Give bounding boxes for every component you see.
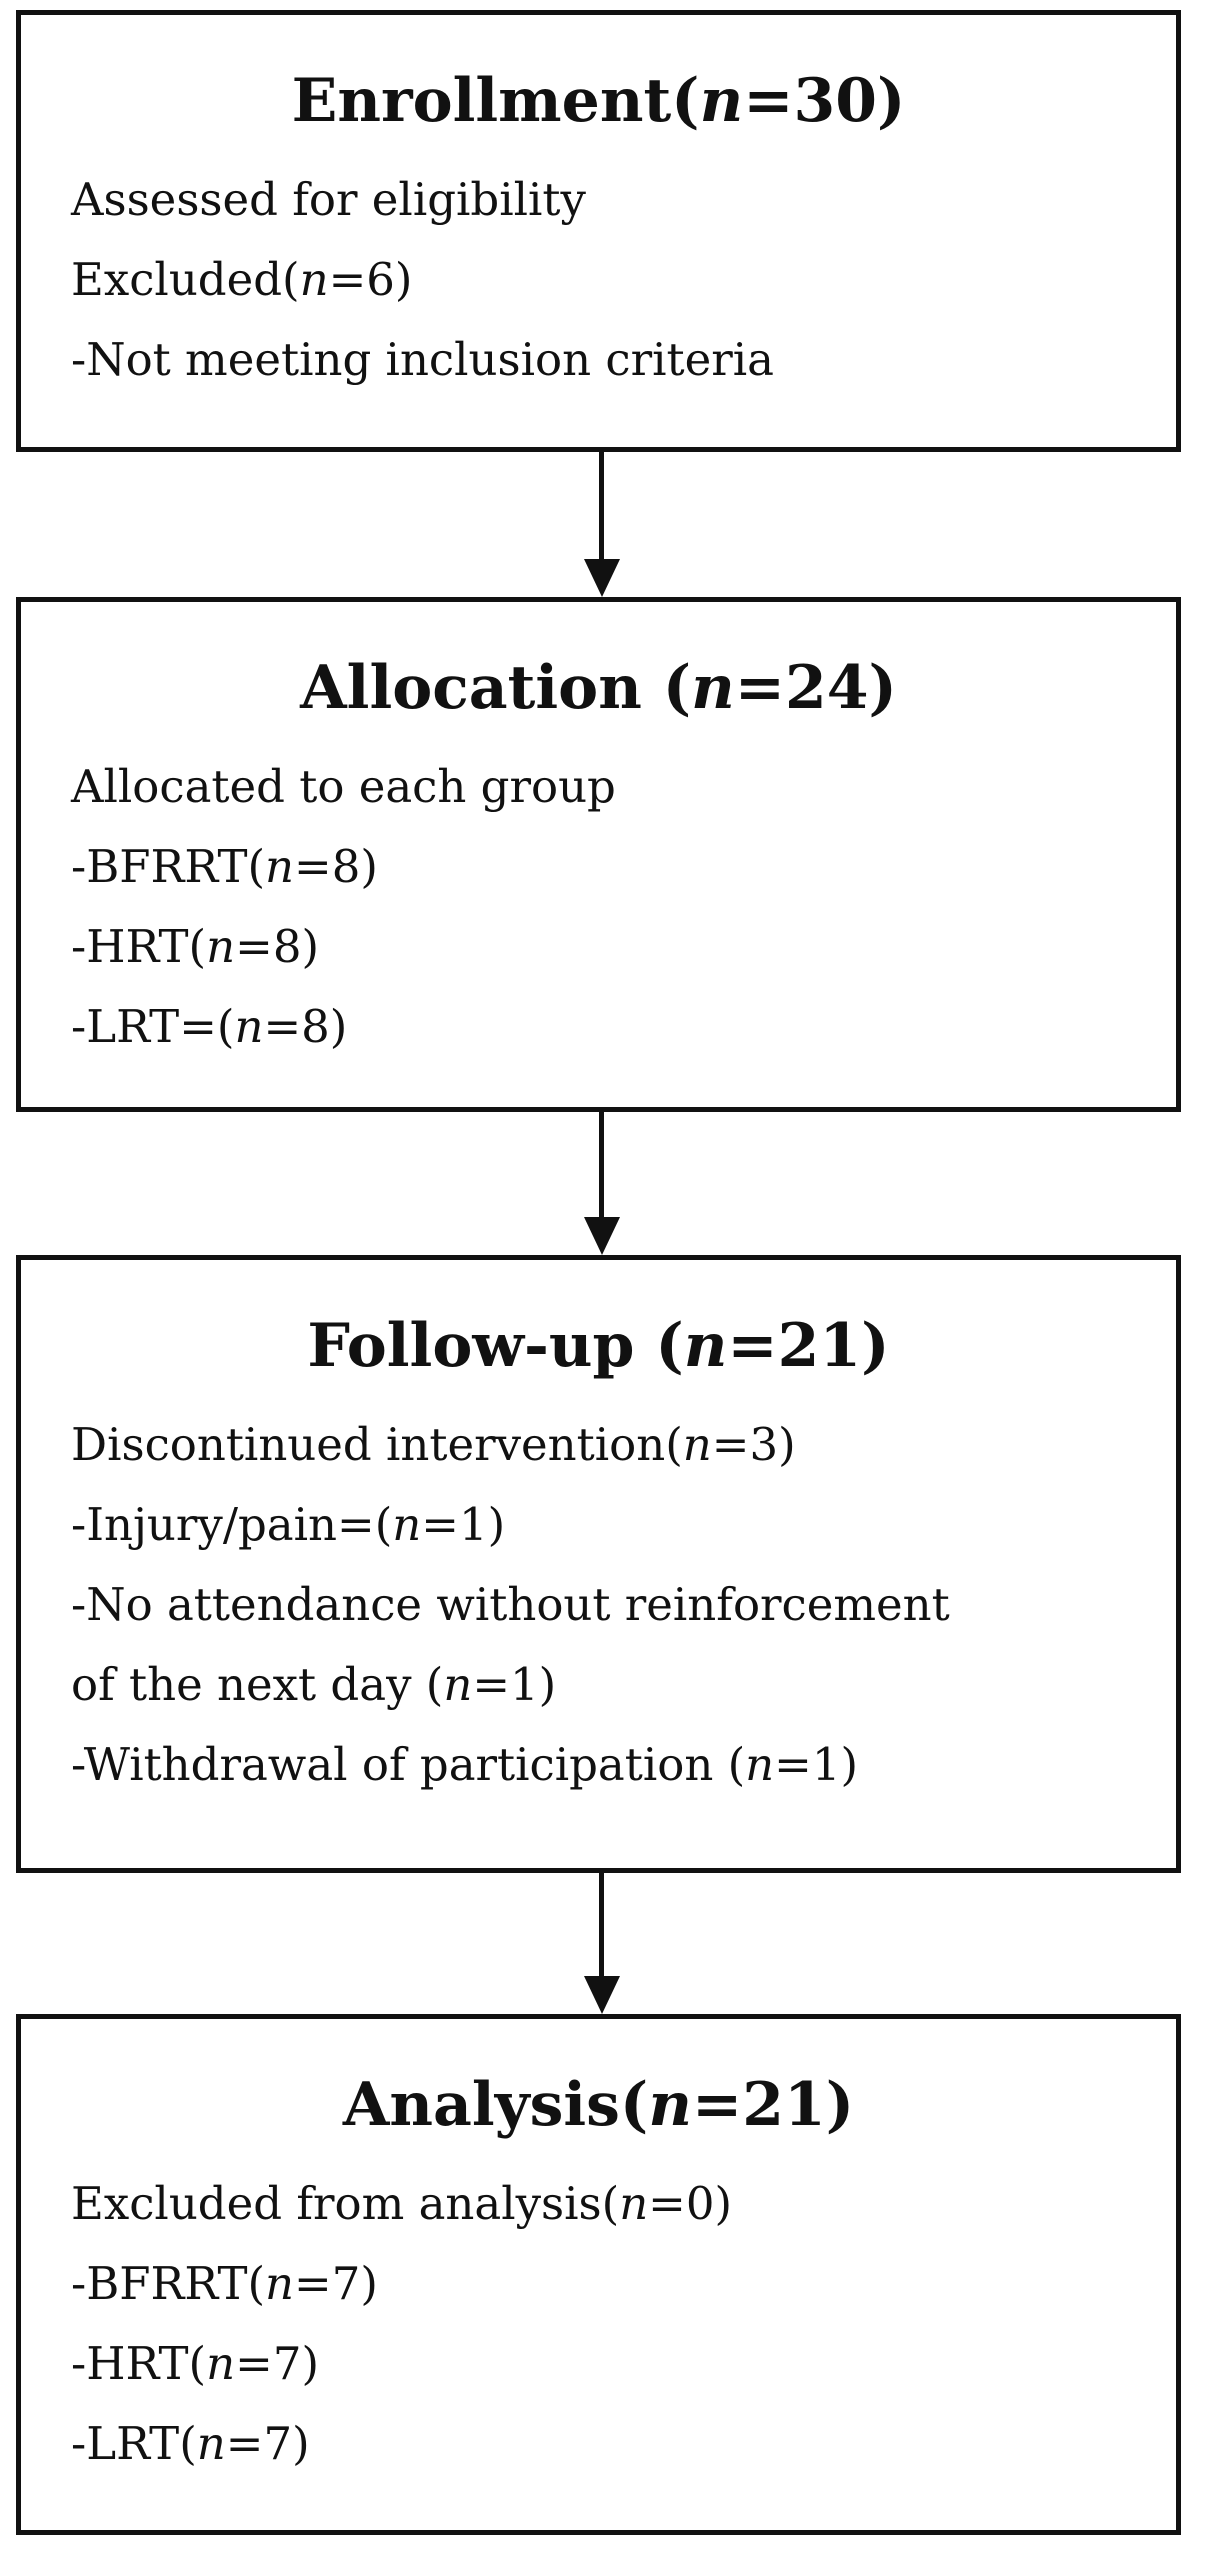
analysis-box (16, 2014, 1181, 2535)
followup-title: Follow-up (n=21) (307, 1311, 890, 1381)
allocation-line-allocated: Allocated to each group (71, 760, 616, 813)
followup-lines (21, 1405, 1176, 1805)
arrow-shaft (599, 452, 604, 562)
followup-line-discontinued: Discontinued intervention(n=3) (71, 1418, 796, 1471)
allocation-box (16, 597, 1181, 1112)
allocation-title: Allocation (n=24) (300, 653, 897, 723)
enrollment-line-excluded: Excluded(n=6) (71, 253, 413, 306)
arrow-head (582, 1217, 622, 1255)
analysis-title: Analysis(n=21) (342, 2070, 855, 2140)
arrow-down-icon (582, 1873, 622, 2014)
allocation-line-lrt: -LRT=(n=8) (71, 1000, 348, 1053)
arrow-shaft (599, 1873, 604, 1979)
analysis-line-excluded: Excluded from analysis(n=0) (71, 2177, 733, 2230)
enrollment-line-assessed: Assessed for eligibility (71, 173, 586, 226)
arrow-down-icon (582, 1112, 622, 1255)
followup-line-next-day: of the next day (n=1) (71, 1658, 557, 1711)
arrow-head (582, 1976, 622, 2014)
enrollment-line-not-meeting: -Not meeting inclusion criteria (71, 333, 774, 386)
arrow-shaft (599, 1112, 604, 1220)
enrollment-box (16, 10, 1181, 452)
arrow-head (582, 559, 622, 597)
allocation-lines (21, 747, 1176, 1067)
enrollment-lines (21, 160, 1176, 400)
analysis-line-bfrrt: -BFRRT(n=7) (71, 2257, 378, 2310)
followup-line-withdrawal: -Withdrawal of participation (n=1) (71, 1738, 859, 1791)
followup-line-no-attendance: -No attendance without reinforcement (71, 1578, 950, 1631)
allocation-line-bfrrt: -BFRRT(n=8) (71, 840, 378, 893)
arrow-down-icon (582, 452, 622, 597)
followup-line-injury: -Injury/pain=(n=1) (71, 1498, 506, 1551)
analysis-line-lrt: -LRT(n=7) (71, 2417, 310, 2470)
followup-box (16, 1255, 1181, 1873)
analysis-lines (21, 2164, 1176, 2484)
enrollment-title: Enrollment(n=30) (291, 66, 906, 136)
allocation-line-hrt: -HRT(n=8) (71, 920, 320, 973)
analysis-line-hrt: -HRT(n=7) (71, 2337, 320, 2390)
